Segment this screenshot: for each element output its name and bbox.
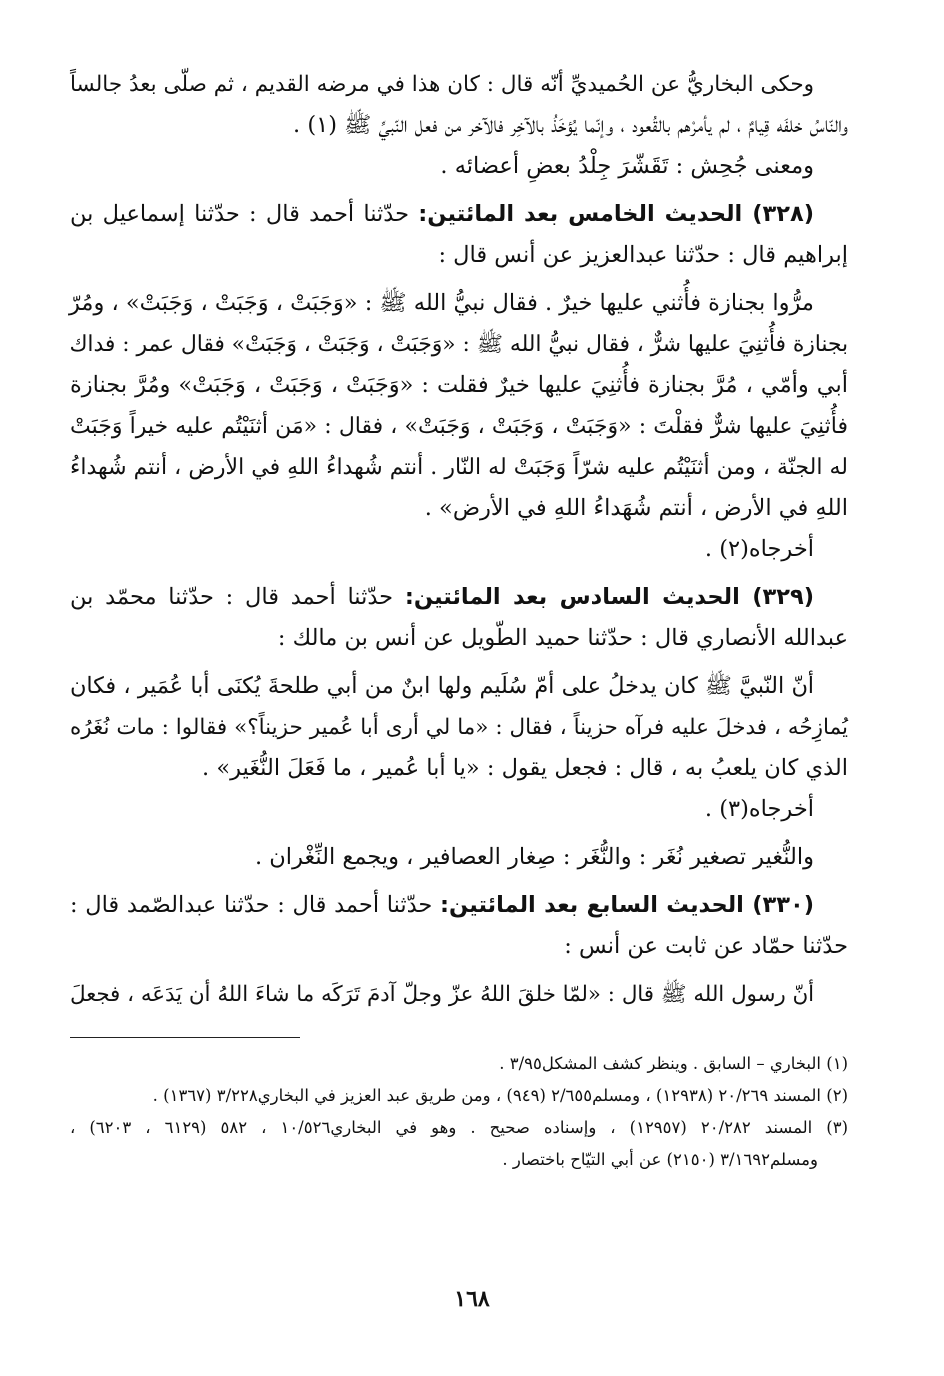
- text-line: ومعنى جُحِش : تَقَشّرَ جِلْدُ بعضِ أعضائه .: [440, 153, 814, 179]
- hadith-heading-line: [70, 194, 848, 235]
- isnad-line: حدّثنا حمّاد عن ثابت عن أنس :: [564, 933, 848, 959]
- isnad-line: عبدالله الأنصاري قال : حدّثنا حميد الطّويل عن أنس بن مالك :: [277, 625, 848, 651]
- text-line: فأُثنِيَ عليها شرٌّ فقلْتَ : «وَجَبَتْ ، وَجَبَتْ ، وَجَبَتْ» ، فقال : «مَن أثنَيْتُم عليه خيراً وَجَبَتْ: [70, 414, 848, 439]
- hadith-heading: (٣٢٩) الحديث السادس بعد المائتين:: [404, 584, 815, 610]
- hadith-heading-line: [70, 885, 848, 926]
- text-line: وحكى البخاريُّ عن الحُميديِّ أنّه قال : كان هذا في مرضه القديم ، ثم صلّى بعدُ جالساً: [70, 72, 814, 97]
- takhrij-line: أخرجاه(٣) .: [704, 796, 814, 822]
- isnad-text: حدّثنا أحمد قال : حدّثنا إسماعيل بن: [70, 201, 410, 227]
- hadith-330: [70, 885, 848, 1015]
- text-line: مرُّوا بجنازة فأُثني عليها خيرٌ . فقال نبيُّ الله ﷺ : «وَجَبَتْ ، وَجَبَتْ ، وَجَبَتْ» ، ومُرّ: [69, 290, 814, 316]
- gloss-line: والنُّغير تصغير نُغَر : والنُّغَر : صِغار العصافير ، ويجمع النِّغْران .: [254, 844, 814, 870]
- isnad-text: حدّثنا أحمد قال : حدّثنا عبدالصّمد قال :: [70, 892, 433, 918]
- text-line: الذي كان يلعبُ به ، قال : فجعل يقول : «يا أبا عُمير ، ما فَعَلَ النُّغَير» .: [202, 755, 848, 781]
- isnad-text: حدّثنا أحمد قال : حدّثنا محمّد بن: [70, 584, 394, 610]
- footnote-1: (١) البخاري – السابق . وينظر كشف المشكل٣/٩٥ .: [499, 1054, 848, 1073]
- isnad-line: إبراهيم قال : حدّثنا عبدالعزيز عن أنس قال :: [438, 242, 848, 268]
- footnotes: [70, 1048, 848, 1176]
- text-line: أبي وأمّي ، مُرَّ بجنازة فأُثنِيَ عليها خيرٌ فقلت : «وَجَبَتْ ، وَجَبَتْ ، وَجَبَتْ» ومُرَّ بجنازة: [70, 372, 848, 398]
- text-line: يُمازِحُه ، فدخلَ عليه فرآه حزيناً ، فقال : «ما لي أرى أبا عُمير حزيناً؟» فقالوا : مات نُغَرُه: [70, 715, 848, 740]
- page-number: ١٦٨: [454, 1286, 490, 1312]
- text-line: له الجنّة ، ومن أثنَيْتُم عليه شرّاً وَجَبَتْ له النّار . أنتم شُهداءُ اللهِ في الأرض ، أنتم شُهداءُ: [70, 455, 848, 480]
- hadith-heading-line: [70, 577, 848, 618]
- intro-section: [70, 64, 848, 187]
- footnote-separator: [70, 1037, 300, 1038]
- text-line: أنّ رسول الله ﷺ قال : «لمّا خلقَ اللهُ عزّ وجلّ آدمَ تَرَكَه ما شاءَ اللهُ أن يَدَعَه ، فجعلَ: [70, 982, 814, 1007]
- hadith-heading: (٣٢٨) الحديث الخامس بعد المائتين:: [418, 201, 814, 227]
- text-line: والنّاسُ خلفَه قِيامٌ ، لم يأمرْهم بالقُعود ، وإنّما يُؤخَذُ بالآخِر فالآخر من فعل النّبيِّ ﷺ (١) .: [293, 112, 848, 138]
- footnote-2: (٢) المسند ٢٠/٢٦٩ (١٢٩٣٨) ، ومسلم٢/٦٥٥ (٩٤٩) ، ومن طريق عبد العزيز في البخاري٣/٢٢٨ (١٣٦٧) .: [152, 1086, 848, 1105]
- book-page: [70, 64, 848, 1176]
- footnote-3: (٣) المسند ٢٠/٢٨٢ (١٢٩٥٧) ، وإسناده صحيح . وهو في البخاري١٠/٥٢٦ ، ٥٨٢ (٦١٢٩ ، ٦٢٠٣) ،: [70, 1118, 849, 1137]
- hadith-heading: (٣٣٠) الحديث السابع بعد المائتين:: [440, 892, 815, 918]
- text-line: بجنازة فأُثنِيَ عليها شرٌّ ، فقال نبيُّ الله ﷺ : «وَجَبَتْ ، وَجَبَتْ ، وَجَبَتْ» فقال عمر : فداك: [69, 332, 848, 357]
- hadith-328: [70, 194, 848, 570]
- text-line: أنّ النّبيَّ ﷺ كان يدخلُ على أمّ سُلَيم ولها ابنٌ من أبي طلحةَ يُكنَى أبا عُمَير ، فكان: [70, 673, 814, 699]
- footnote-3-cont: ومسلم٣/١٦٩٢ (٢١٥٠) عن أبي التيّاح باختصار .: [502, 1150, 818, 1169]
- takhrij-line: أخرجاه(٢) .: [704, 536, 814, 562]
- hadith-329: [70, 577, 848, 878]
- text-line: اللهِ في الأرض ، أنتم شُهَداءُ اللهِ في الأرض» .: [424, 495, 848, 521]
